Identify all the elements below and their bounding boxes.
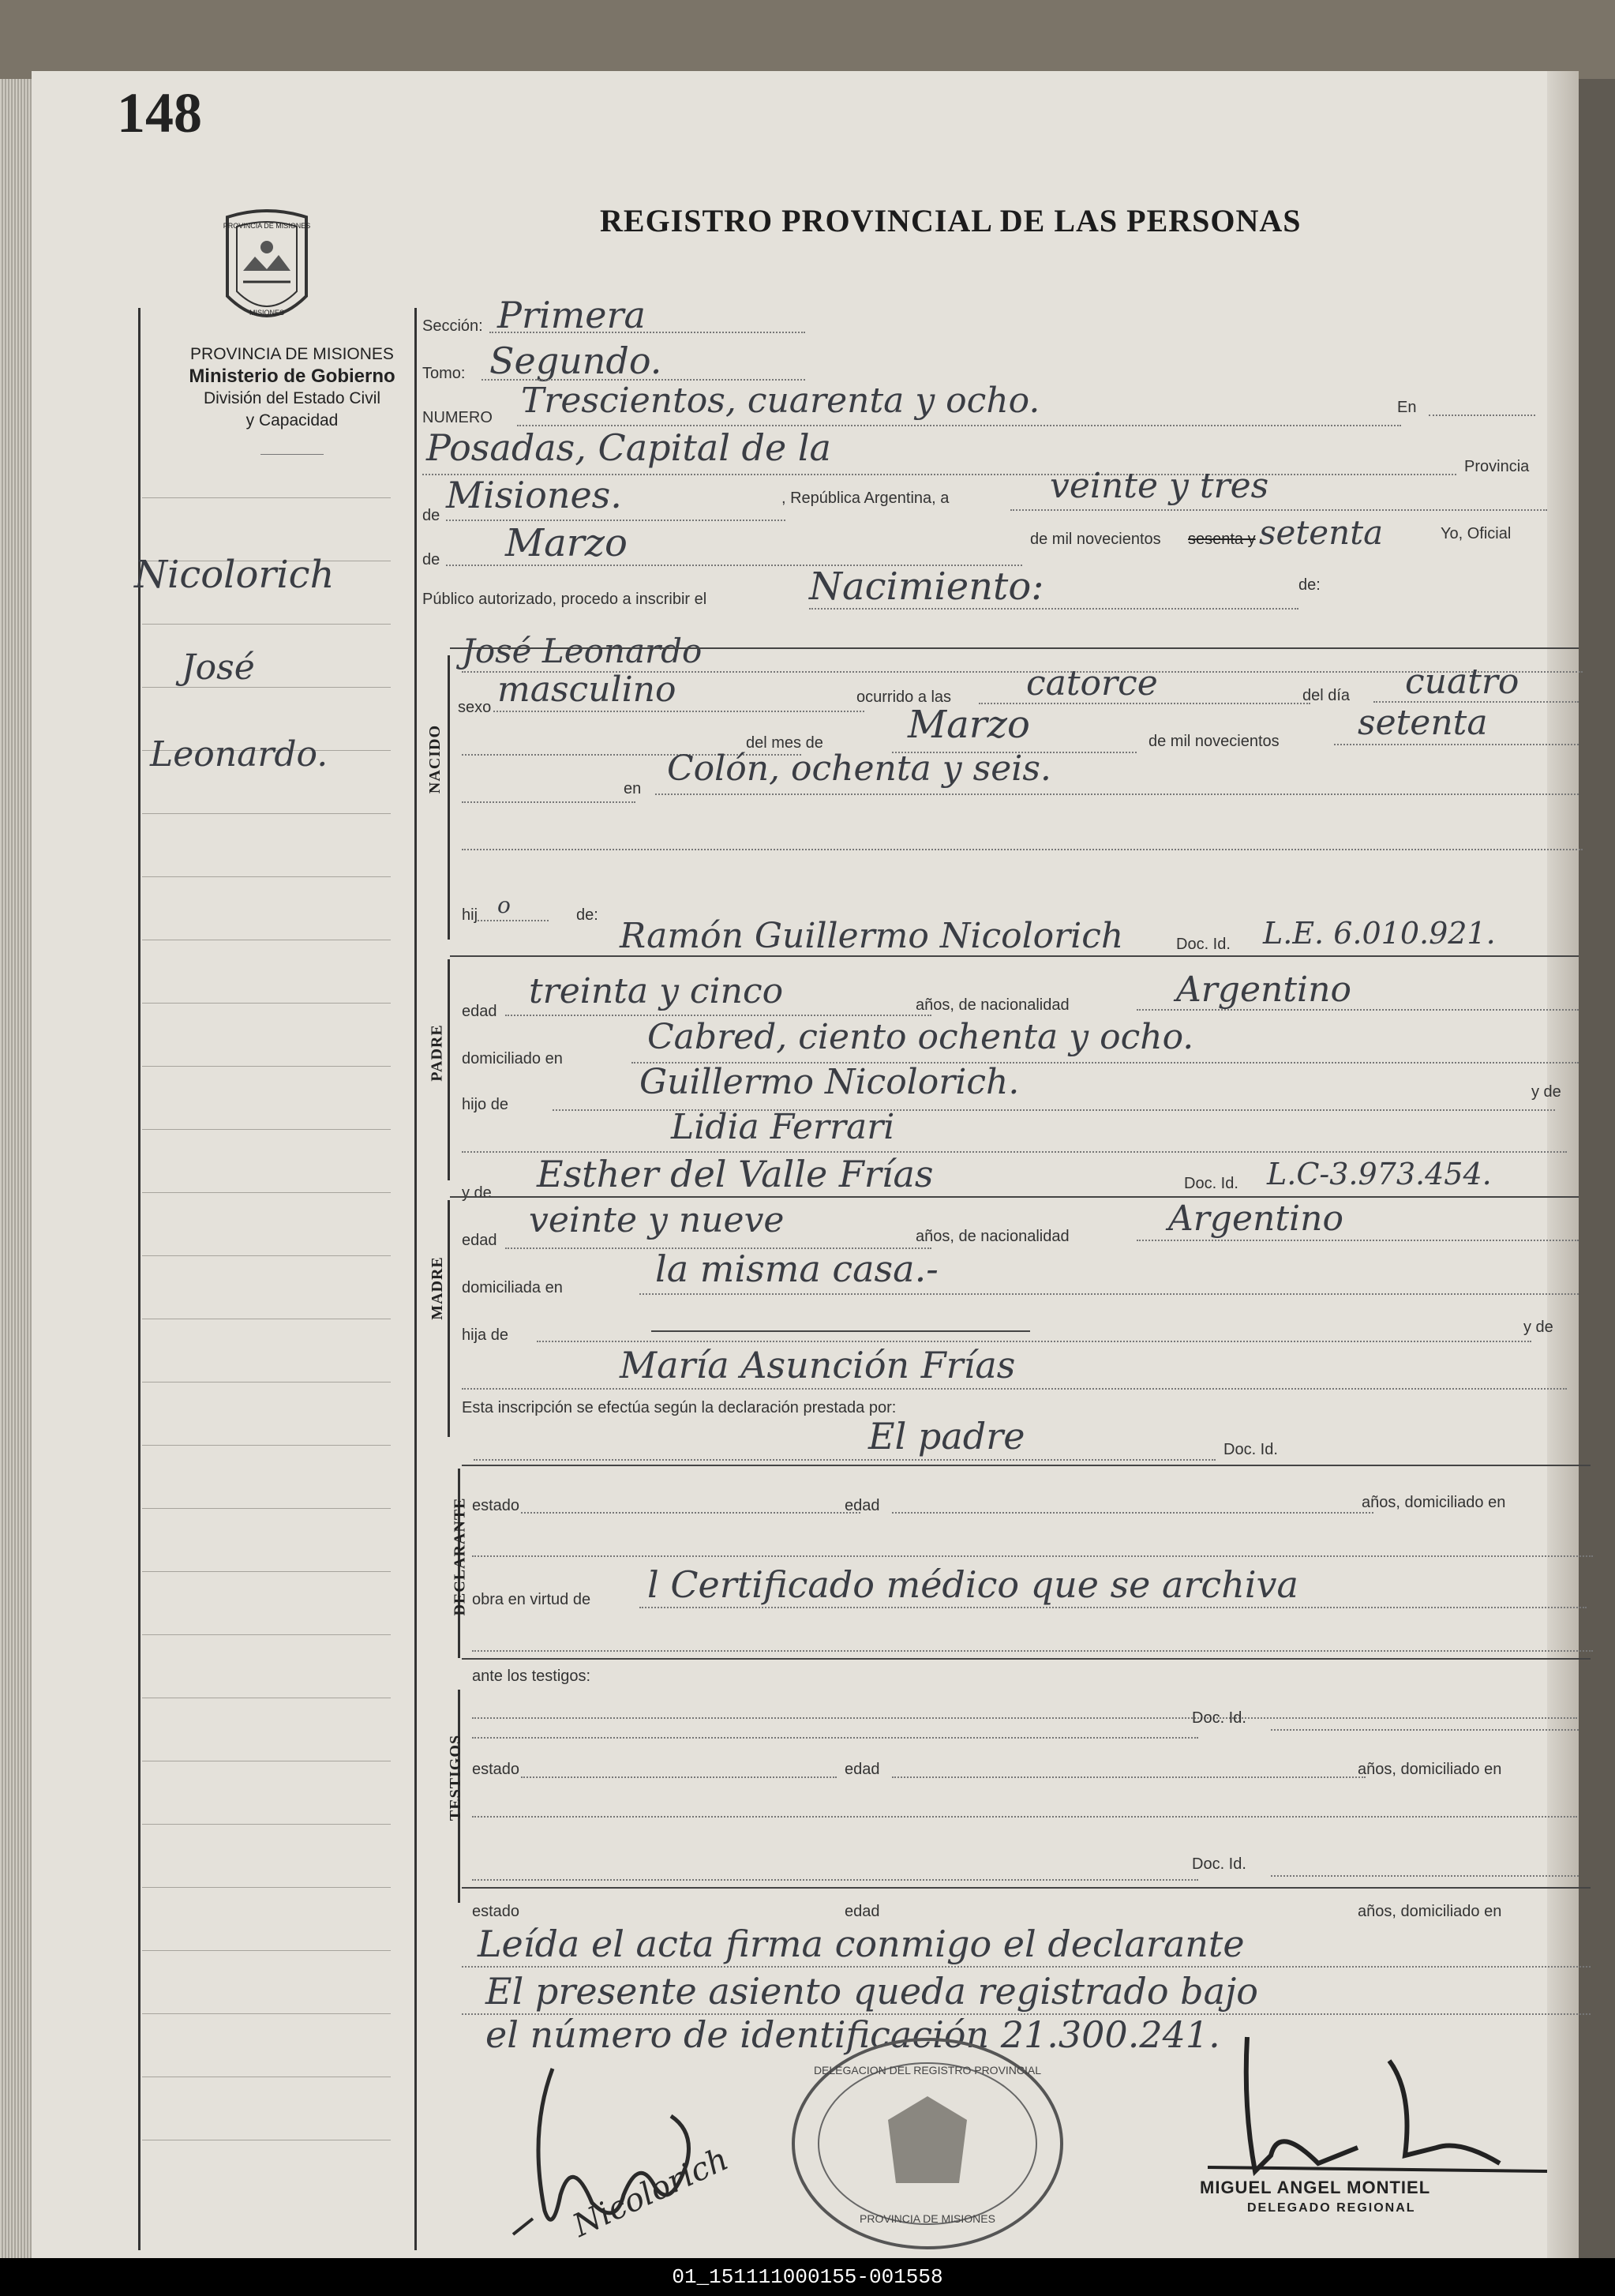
field-seccion: Primera (497, 294, 646, 336)
label-doc-id: Doc. Id. (1176, 936, 1231, 953)
field-line (639, 1293, 1579, 1295)
label-estado3: estado (472, 1903, 520, 1920)
section-rule (462, 1658, 1591, 1660)
margin-rule (142, 624, 391, 625)
label-edad3: edad (845, 1497, 880, 1514)
label-publico: Público autorizado, procedo a inscribir el (422, 591, 707, 608)
field-hora: catorce (1026, 663, 1158, 703)
label-anios-nac: años, de nacionalidad (916, 996, 1070, 1014)
field-madre-dom: la misma casa.- (655, 1247, 939, 1290)
field-line (474, 1459, 1216, 1461)
left-margin-rule (138, 308, 141, 2250)
issuer-block (158, 343, 426, 432)
field-anio-print: sesenta y (1188, 531, 1256, 548)
field-padre-doc: L.E. 6.010.921. (1263, 916, 1496, 951)
label-tomo: Tomo: (422, 365, 466, 382)
field-provincia: Misiones. (446, 474, 622, 516)
label-en2: en (624, 780, 642, 797)
field-line (472, 1650, 1593, 1652)
section-label-testigos: TESTIGOS (447, 1734, 465, 1821)
label-de2: de (422, 551, 440, 568)
label-de3: de: (1298, 576, 1321, 594)
page-stack-edge (0, 79, 32, 2258)
field-declarante: El padre (868, 1415, 1025, 1458)
section-rule (450, 647, 1579, 649)
label-domiciliada: domiciliada en (462, 1279, 563, 1296)
field-line (1271, 1729, 1579, 1731)
label-de-mil: de mil novecientos (1030, 531, 1161, 548)
field-line (462, 801, 635, 803)
seal-bottom-text: MISIONES (249, 309, 285, 317)
label-de: de (422, 507, 440, 524)
field-line (472, 1737, 1198, 1739)
margin-rule (142, 1508, 391, 1509)
label-en: En (1397, 399, 1417, 416)
margin-rule (142, 687, 391, 688)
margin-rule (142, 1950, 391, 1951)
field-numero: Trescientos, cuarenta y ocho. (521, 381, 1040, 421)
field-line (505, 1015, 931, 1016)
field-line (478, 920, 549, 921)
label-ante: ante los testigos: (472, 1668, 591, 1685)
field-nombre: José Leonardo (462, 632, 703, 670)
field-hijo-suffix: o (497, 892, 511, 918)
label-edad2: edad (462, 1232, 497, 1249)
note-line-2: El presente asiento queda registrado bajo (485, 1970, 1259, 2013)
label-del-mes: del mes de (746, 734, 823, 752)
register-page (32, 71, 1579, 2258)
label-edad5: edad (845, 1903, 880, 1920)
margin-rule (142, 1129, 391, 1130)
note-line-1: Leída el acta firma conmigo el declarante (478, 1923, 1245, 1965)
label-hij: hij (462, 906, 478, 924)
field-line (521, 1776, 837, 1778)
label-edad: edad (462, 1003, 497, 1020)
section-label-declarante: DECLARANTE (451, 1497, 469, 1616)
book-spine-top (0, 0, 1615, 79)
field-line (472, 1816, 1577, 1818)
field-line (1137, 1009, 1579, 1011)
page-number: 148 (117, 81, 202, 144)
official-stamp-icon (785, 2033, 1070, 2254)
label-anios-dom: años, domiciliado en (1362, 1494, 1506, 1511)
field-tomo: Segundo. (489, 340, 662, 382)
section-rule (462, 1887, 1591, 1889)
field-acto: Nacimiento: (809, 565, 1044, 609)
page-curl-shadow (1547, 71, 1579, 2258)
field-line (472, 1717, 1577, 1719)
stamp-ring-text: DELEGACION DEL REGISTRO PROVINCIAL (813, 2064, 1042, 2077)
field-anio: setenta (1259, 513, 1384, 552)
section-rule (450, 955, 1579, 957)
label-de4: de: (576, 906, 598, 924)
field-obra: l Certificado médico que se archiva (647, 1563, 1298, 1606)
label-de-mil2: de mil novecientos (1148, 733, 1280, 750)
label-domiciliado: domiciliado en (462, 1050, 563, 1067)
field-madre-doc: L.C-3.973.454. (1267, 1157, 1492, 1191)
scan-caption: 01_151111000155-001558 (0, 2258, 1615, 2296)
margin-rule (142, 1571, 391, 1572)
field-sexo: masculino (497, 670, 676, 710)
field-madre-nac: Argentino (1168, 1199, 1343, 1239)
field-dia: veinte y tres (1050, 466, 1269, 506)
field-abuela-materna: María Asunción Frías (620, 1344, 1016, 1386)
label-del-dia: del día (1302, 687, 1351, 704)
field-mes: Marzo (505, 521, 628, 565)
margin-surname: Nicolorich (134, 553, 335, 597)
field-padre-dom: Cabred, ciento ochenta y ocho. (647, 1017, 1194, 1057)
label-edad4: edad (845, 1761, 880, 1778)
margin-firstname: José (182, 647, 255, 688)
field-line (892, 1776, 1366, 1778)
label-sexo: sexo (458, 699, 492, 716)
label-anios-dom2: años, domiciliado en (1358, 1761, 1502, 1778)
label-ocurrido: ocurrido a las (856, 688, 952, 706)
label-doc-id2: Doc. Id. (1184, 1175, 1238, 1192)
field-line (809, 608, 1298, 610)
margin-middlename: Leonardo. (150, 734, 328, 775)
field-line (462, 1966, 1591, 1968)
margin-rule (142, 1066, 391, 1067)
label-estado: estado (472, 1497, 520, 1514)
issuer-ministry: Ministerio de Gobierno (189, 366, 395, 387)
field-line (472, 1555, 1593, 1557)
margin-rule (142, 876, 391, 877)
official-name: MIGUEL ANGEL MONTIEL (1200, 2178, 1431, 2197)
field-line (472, 1879, 1198, 1881)
margin-rule (142, 1255, 391, 1256)
issuer-division: División del Estado Civil (203, 389, 381, 407)
field-line (521, 1512, 860, 1514)
field-line (462, 849, 1583, 850)
label-y-de2: y de (462, 1184, 492, 1202)
field-line (1334, 744, 1579, 745)
section-label-madre: MADRE (428, 1256, 446, 1320)
field-abuelo: Guillermo Nicolorich. (639, 1062, 1020, 1102)
field-line (537, 1341, 1531, 1342)
margin-rule (142, 1634, 391, 1635)
signature-declarante-text: Nicolorich (567, 2140, 734, 2245)
section-rule-vertical (448, 655, 450, 940)
field-line (892, 1512, 1373, 1514)
section-rule (462, 1465, 1591, 1466)
label-doc-id5: Doc. Id. (1192, 1855, 1246, 1873)
label-doc-id4: Doc. Id. (1192, 1709, 1246, 1727)
margin-rule (142, 1003, 391, 1004)
margin-rule (142, 497, 391, 498)
field-anio-nac: setenta (1358, 703, 1488, 743)
field-lugar-nac: Colón, ochenta y seis. (667, 748, 1051, 789)
section-label-nacido: NACIDO (426, 724, 444, 794)
label-republica: , República Argentina, a (781, 490, 950, 507)
label-numero: NUMERO (422, 409, 493, 426)
issuer-divider (260, 454, 324, 455)
field-line (1137, 1240, 1579, 1241)
label-anios-nac2: años, de nacionalidad (916, 1228, 1070, 1245)
field-line (1271, 1875, 1579, 1877)
field-strike-line (651, 1330, 1030, 1332)
label-y-de3: y de (1523, 1319, 1553, 1336)
field-line (493, 711, 864, 712)
field-dia-nac: cuatro (1405, 662, 1519, 702)
field-line (639, 1607, 1587, 1608)
field-madre-nombre: Esther del Valle Frías (537, 1153, 934, 1195)
seal-top-text: PROVINCIA DE MISIONES (223, 222, 311, 230)
margin-rule (142, 1824, 391, 1825)
label-y-de: y de (1531, 1083, 1561, 1101)
issuer-province: PROVINCIA DE MISIONES (190, 345, 394, 363)
section-rule (450, 1196, 1579, 1198)
field-abuela: Lidia Ferrari (671, 1107, 895, 1147)
field-padre-edad: treinta y cinco (529, 971, 784, 1011)
margin-rule (142, 813, 391, 814)
provincial-seal-icon (219, 209, 314, 328)
field-lugar: Posadas, Capital de la (426, 426, 831, 469)
field-line (489, 332, 805, 333)
field-line (462, 1388, 1567, 1390)
label-yo-oficial: Yo, Oficial (1441, 525, 1512, 542)
label-hijo-de: hijo de (462, 1096, 508, 1113)
field-line (655, 793, 1579, 795)
label-hija-de: hija de (462, 1326, 508, 1344)
issuer-capacity: y Capacidad (245, 411, 339, 430)
label-obra: obra en virtud de (472, 1591, 591, 1608)
label-doc-id3: Doc. Id. (1223, 1441, 1278, 1458)
label-seccion: Sección: (422, 317, 483, 335)
stamp-inner-text: PROVINCIA DE MISIONES (860, 2212, 995, 2225)
margin-rule (142, 1192, 391, 1193)
margin-rule (142, 2013, 391, 2014)
label-anios-dom3: años, domiciliado en (1358, 1903, 1502, 1920)
column-rule (414, 308, 417, 2250)
field-line (1010, 509, 1547, 511)
field-madre-edad: veinte y nueve (529, 1200, 785, 1240)
margin-rule (142, 1445, 391, 1446)
margin-rule (142, 1887, 391, 1888)
label-estado2: estado (472, 1761, 520, 1778)
section-rule-vertical (448, 1200, 450, 1437)
section-label-padre: PADRE (428, 1024, 446, 1082)
page-title: REGISTRO PROVINCIAL DE LAS PERSONAS (600, 203, 1302, 238)
field-mes-nac: Marzo (908, 703, 1030, 747)
field-line (1429, 415, 1535, 416)
section-rule-vertical (448, 959, 450, 1180)
label-provincia: Provincia (1464, 458, 1530, 475)
signature-declarante-icon (497, 2037, 734, 2258)
field-padre-nac: Argentino (1176, 970, 1351, 1010)
field-padre-nombre: Ramón Guillermo Nicolorich (620, 916, 1124, 956)
note-line-3: el número de identificación 21.300.241. (485, 2013, 1220, 2056)
official-title: DELEGADO REGIONAL (1247, 2201, 1416, 2215)
label-inscripcion: Esta inscripción se efectúa según la declaración prestada por: (462, 1399, 897, 1416)
